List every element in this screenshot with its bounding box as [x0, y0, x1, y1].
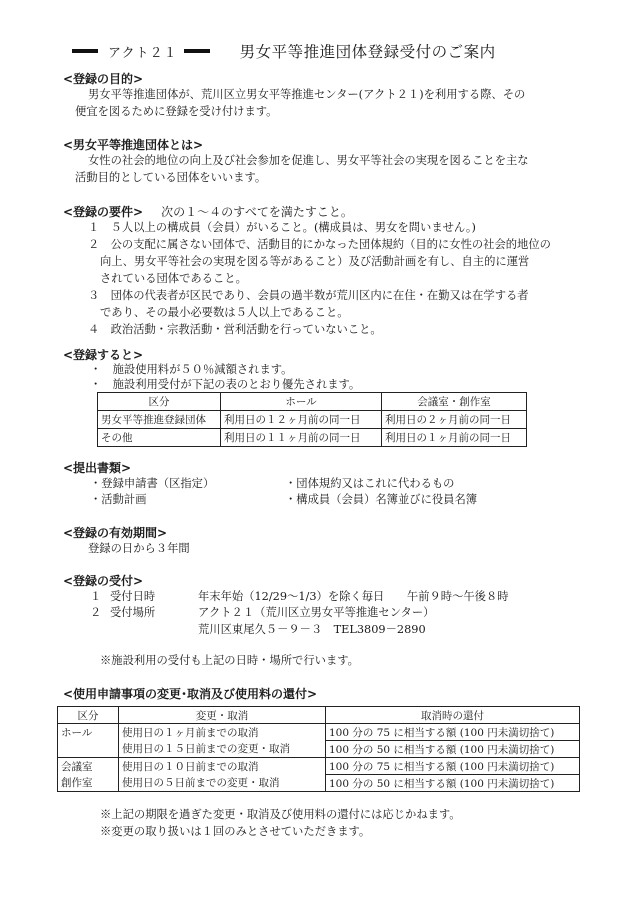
changes-note: ※上記の期限を過ぎた変更・取消及び使用料の還付には応じかねます。 — [100, 808, 461, 821]
table-cell: 利用日の１２ヶ月前の同一日 — [221, 411, 382, 429]
requirement-line: ２ 公の支配に属さない団体で、活動目的にかなった団体規約（目的に女性の社会的地位の — [88, 238, 551, 251]
reception-note: ※施設利用の受付も上記の日時・場所で行います。 — [100, 654, 359, 667]
table-cell: 創作室 — [58, 775, 119, 792]
table-cell: その他 — [98, 429, 221, 447]
title-main: 男女平等推進団体登録受付のご案内 — [239, 43, 496, 61]
table-cell: 使用日の１５日前までの変更・取消 — [119, 741, 326, 758]
reception-num: ２ — [90, 606, 102, 619]
benefits-heading: <登録すると> — [63, 348, 144, 362]
table-cell: 利用日の１１ヶ月前の同一日 — [221, 429, 382, 447]
changes-heading: <使用申請事項の変更･取消及び使用料の還付> — [63, 687, 318, 701]
table-row — [98, 429, 527, 447]
reception-value: 年末年始（12/29～1/3）を除く毎日 午前９時～午後８時 — [198, 590, 509, 603]
refund-table — [57, 706, 580, 792]
documents-heading: <提出書類> — [63, 461, 132, 475]
reception-address: 荒川区東尾久５－９－３ TEL3809－2890 — [198, 623, 426, 636]
requirement-line: 向上、男女平等社会の実現を図る等があること）及び活動計画を有し、自主的に運営 — [100, 255, 530, 268]
requirement-line: １ ５人以上の構成員（会員）がいること。(構成員は、男女を問いません。) — [88, 221, 476, 234]
benefit-bullet: ・ 施設使用料が５０％減額されます。 — [90, 363, 293, 376]
table-cell — [58, 741, 119, 758]
page-title — [72, 40, 496, 62]
definition-heading: <男女平等推進団体とは> — [63, 138, 204, 152]
requirement-line: ４ 政治活動・宗教活動・営利活動を行っていないこと。 — [88, 323, 382, 336]
table-header: 会議室・創作室 — [382, 393, 527, 411]
purpose-line: 便宜を図るために登録を受け付けます。 — [75, 105, 278, 118]
table-cell: 使用日の５日前までの変更・取消 — [119, 775, 326, 792]
table-cell: 利用日の１ヶ月前の同一日 — [382, 429, 527, 447]
table-header: 区分 — [98, 393, 221, 411]
title-bar-right — [184, 49, 210, 53]
table-header-row — [58, 707, 580, 724]
table-cell: 利用日の２ヶ月前の同一日 — [382, 411, 527, 429]
table-row — [58, 758, 580, 775]
validity-heading: <登録の有効期間> — [63, 526, 168, 540]
priority-table — [97, 392, 527, 447]
reception-value: アクト２１（荒川区立男女平等推進センター） — [198, 606, 435, 619]
purpose-line: 男女平等推進団体が、荒川区立男女平等推進センター(アクト２１)を利用する際、その — [88, 88, 526, 101]
document-item: ・活動計画 — [90, 493, 147, 506]
table-header: 区分 — [58, 707, 119, 724]
changes-note: ※変更の取り扱いは１回のみとさせていただきます。 — [100, 825, 371, 838]
title-bar-left — [72, 49, 98, 53]
requirement-line: であり、その最小必要数は５人以上であること。 — [100, 306, 349, 319]
table-row — [58, 741, 580, 758]
table-cell: ホール — [58, 724, 119, 741]
table-cell: 男女平等推進登録団体 — [98, 411, 221, 429]
table-header-row — [98, 393, 527, 411]
definition-line: 活動目的としている団体をいいます。 — [75, 171, 267, 184]
purpose-heading: <登録の目的> — [63, 72, 144, 86]
reception-heading: <登録の受付> — [63, 574, 144, 588]
benefit-bullet: ・ 施設利用受付が下記の表のとおり優先されます。 — [90, 378, 361, 391]
table-row — [58, 775, 580, 792]
document-item: ・登録申請書（区指定） — [90, 477, 215, 490]
table-cell: 100 分の 75 に相当する額 (100 円未満切捨て) — [326, 758, 580, 775]
table-row — [58, 724, 580, 741]
document-item: ・団体規約又はこれに代わるもの — [285, 477, 455, 490]
table-header: ホール — [221, 393, 382, 411]
table-row — [98, 411, 527, 429]
table-cell: 100 分の 75 に相当する額 (100 円未満切捨て) — [326, 724, 580, 741]
requirements-note: 次の１～４のすべてを満たすこと。 — [161, 205, 353, 219]
table-cell: 使用日の１ヶ月前までの取消 — [119, 724, 326, 741]
title-org: アクト２１ — [108, 45, 178, 61]
definition-line: 女性の社会的地位の向上及び社会参加を促進し、男女平等社会の実現を図ることを主な — [88, 154, 529, 167]
table-cell: 100 分の 50 に相当する額 (100 円未満切捨て) — [326, 775, 580, 792]
table-cell: 会議室 — [58, 758, 119, 775]
table-header: 取消時の還付 — [326, 707, 580, 724]
requirements-heading — [63, 203, 353, 220]
reception-num: １ — [90, 590, 102, 603]
reception-label: 受付場所 — [110, 606, 156, 619]
requirement-line: ３ 団体の代表者が区民であり、会員の過半数が荒川区内に在住・在勤又は在学する者 — [88, 289, 529, 302]
table-cell: 100 分の 50 に相当する額 (100 円未満切捨て) — [326, 741, 580, 758]
requirement-line: されている団体であること。 — [100, 272, 247, 285]
table-cell: 使用日の１０日前までの取消 — [119, 758, 326, 775]
reception-label: 受付日時 — [110, 590, 156, 603]
table-header: 変更・取消 — [119, 707, 326, 724]
validity-text: 登録の日から３年間 — [88, 542, 190, 555]
document-item: ・構成員（会員）名簿並びに役員名簿 — [285, 493, 478, 506]
requirements-heading-text: <登録の要件> — [63, 205, 144, 219]
